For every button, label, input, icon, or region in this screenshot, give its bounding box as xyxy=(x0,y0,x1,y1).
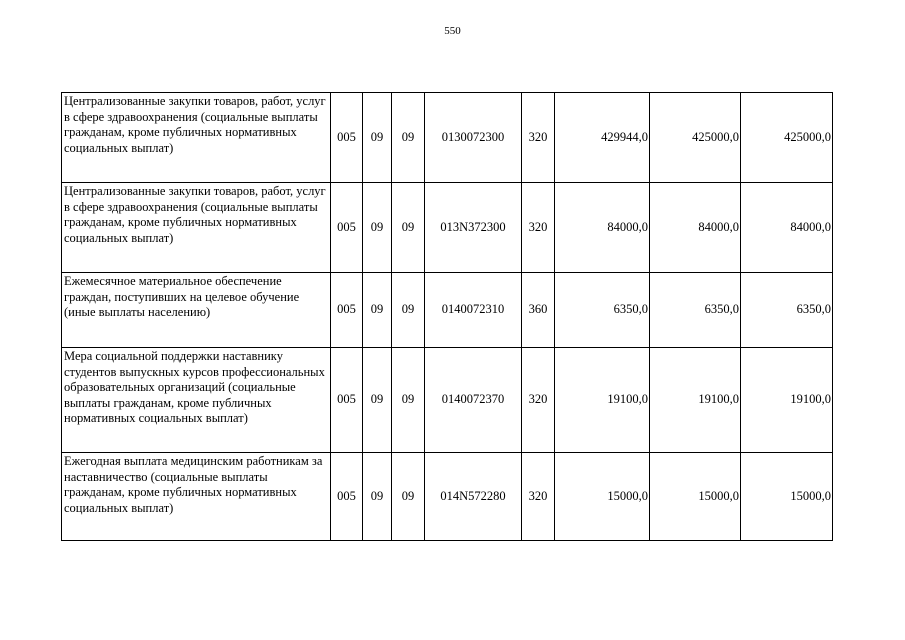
subsection-code: 09 xyxy=(392,273,425,348)
target-article-code: 0130072300 xyxy=(425,93,522,183)
section-code: 09 xyxy=(363,453,392,541)
subsection-code: 09 xyxy=(392,453,425,541)
grbs-code: 005 xyxy=(331,273,363,348)
amount-1: 429944,0 xyxy=(555,93,650,183)
table-row xyxy=(62,93,833,183)
grbs-code: 005 xyxy=(331,348,363,453)
row-description: Ежемесячное материальное обеспечение граждан, поступивших на целевое обучение (иные выплаты населению) xyxy=(62,273,331,348)
amount-1: 19100,0 xyxy=(555,348,650,453)
amount-1: 84000,0 xyxy=(555,183,650,273)
target-article-code: 014N572280 xyxy=(425,453,522,541)
subsection-code: 09 xyxy=(392,183,425,273)
target-article-code: 013N372300 xyxy=(425,183,522,273)
table-row xyxy=(62,348,833,453)
expense-type-code: 320 xyxy=(522,93,555,183)
amount-2: 6350,0 xyxy=(650,273,741,348)
row-description: Централизованные закупки товаров, работ, услуг в сфере здравоохранения (социальные выплаты гражданам, кроме публичных нормативных социальных выплат) xyxy=(62,183,331,273)
amount-2: 19100,0 xyxy=(650,348,741,453)
section-code: 09 xyxy=(363,273,392,348)
amount-1: 6350,0 xyxy=(555,273,650,348)
expense-type-code: 320 xyxy=(522,348,555,453)
expense-type-code: 320 xyxy=(522,453,555,541)
section-code: 09 xyxy=(363,183,392,273)
budget-table xyxy=(61,92,833,541)
expense-type-code: 360 xyxy=(522,273,555,348)
row-description: Централизованные закупки товаров, работ, услуг в сфере здравоохранения (социальные выплаты гражданам, кроме публичных нормативных социальных выплат) xyxy=(62,93,331,183)
amount-2: 15000,0 xyxy=(650,453,741,541)
target-article-code: 0140072370 xyxy=(425,348,522,453)
subsection-code: 09 xyxy=(392,348,425,453)
expense-type-code: 320 xyxy=(522,183,555,273)
amount-1: 15000,0 xyxy=(555,453,650,541)
amount-3: 19100,0 xyxy=(741,348,833,453)
row-description: Мера социальной поддержки наставнику студентов выпускных курсов профессиональных образовательных организаций (социальные выплаты гражданам, кроме публичных нормативных социальных выплат) xyxy=(62,348,331,453)
table-row xyxy=(62,273,833,348)
amount-2: 84000,0 xyxy=(650,183,741,273)
subsection-code: 09 xyxy=(392,93,425,183)
grbs-code: 005 xyxy=(331,183,363,273)
amount-3: 15000,0 xyxy=(741,453,833,541)
amount-3: 425000,0 xyxy=(741,93,833,183)
amount-2: 425000,0 xyxy=(650,93,741,183)
amount-3: 84000,0 xyxy=(741,183,833,273)
row-description: Ежегодная выплата медицинским работникам за наставничество (социальные выплаты гражданам, кроме публичных нормативных социальных выплат) xyxy=(62,453,331,541)
table-row xyxy=(62,183,833,273)
table-row xyxy=(62,453,833,541)
page-number: 550 xyxy=(444,25,461,37)
amount-3: 6350,0 xyxy=(741,273,833,348)
grbs-code: 005 xyxy=(331,453,363,541)
section-code: 09 xyxy=(363,348,392,453)
target-article-code: 0140072310 xyxy=(425,273,522,348)
section-code: 09 xyxy=(363,93,392,183)
grbs-code: 005 xyxy=(331,93,363,183)
